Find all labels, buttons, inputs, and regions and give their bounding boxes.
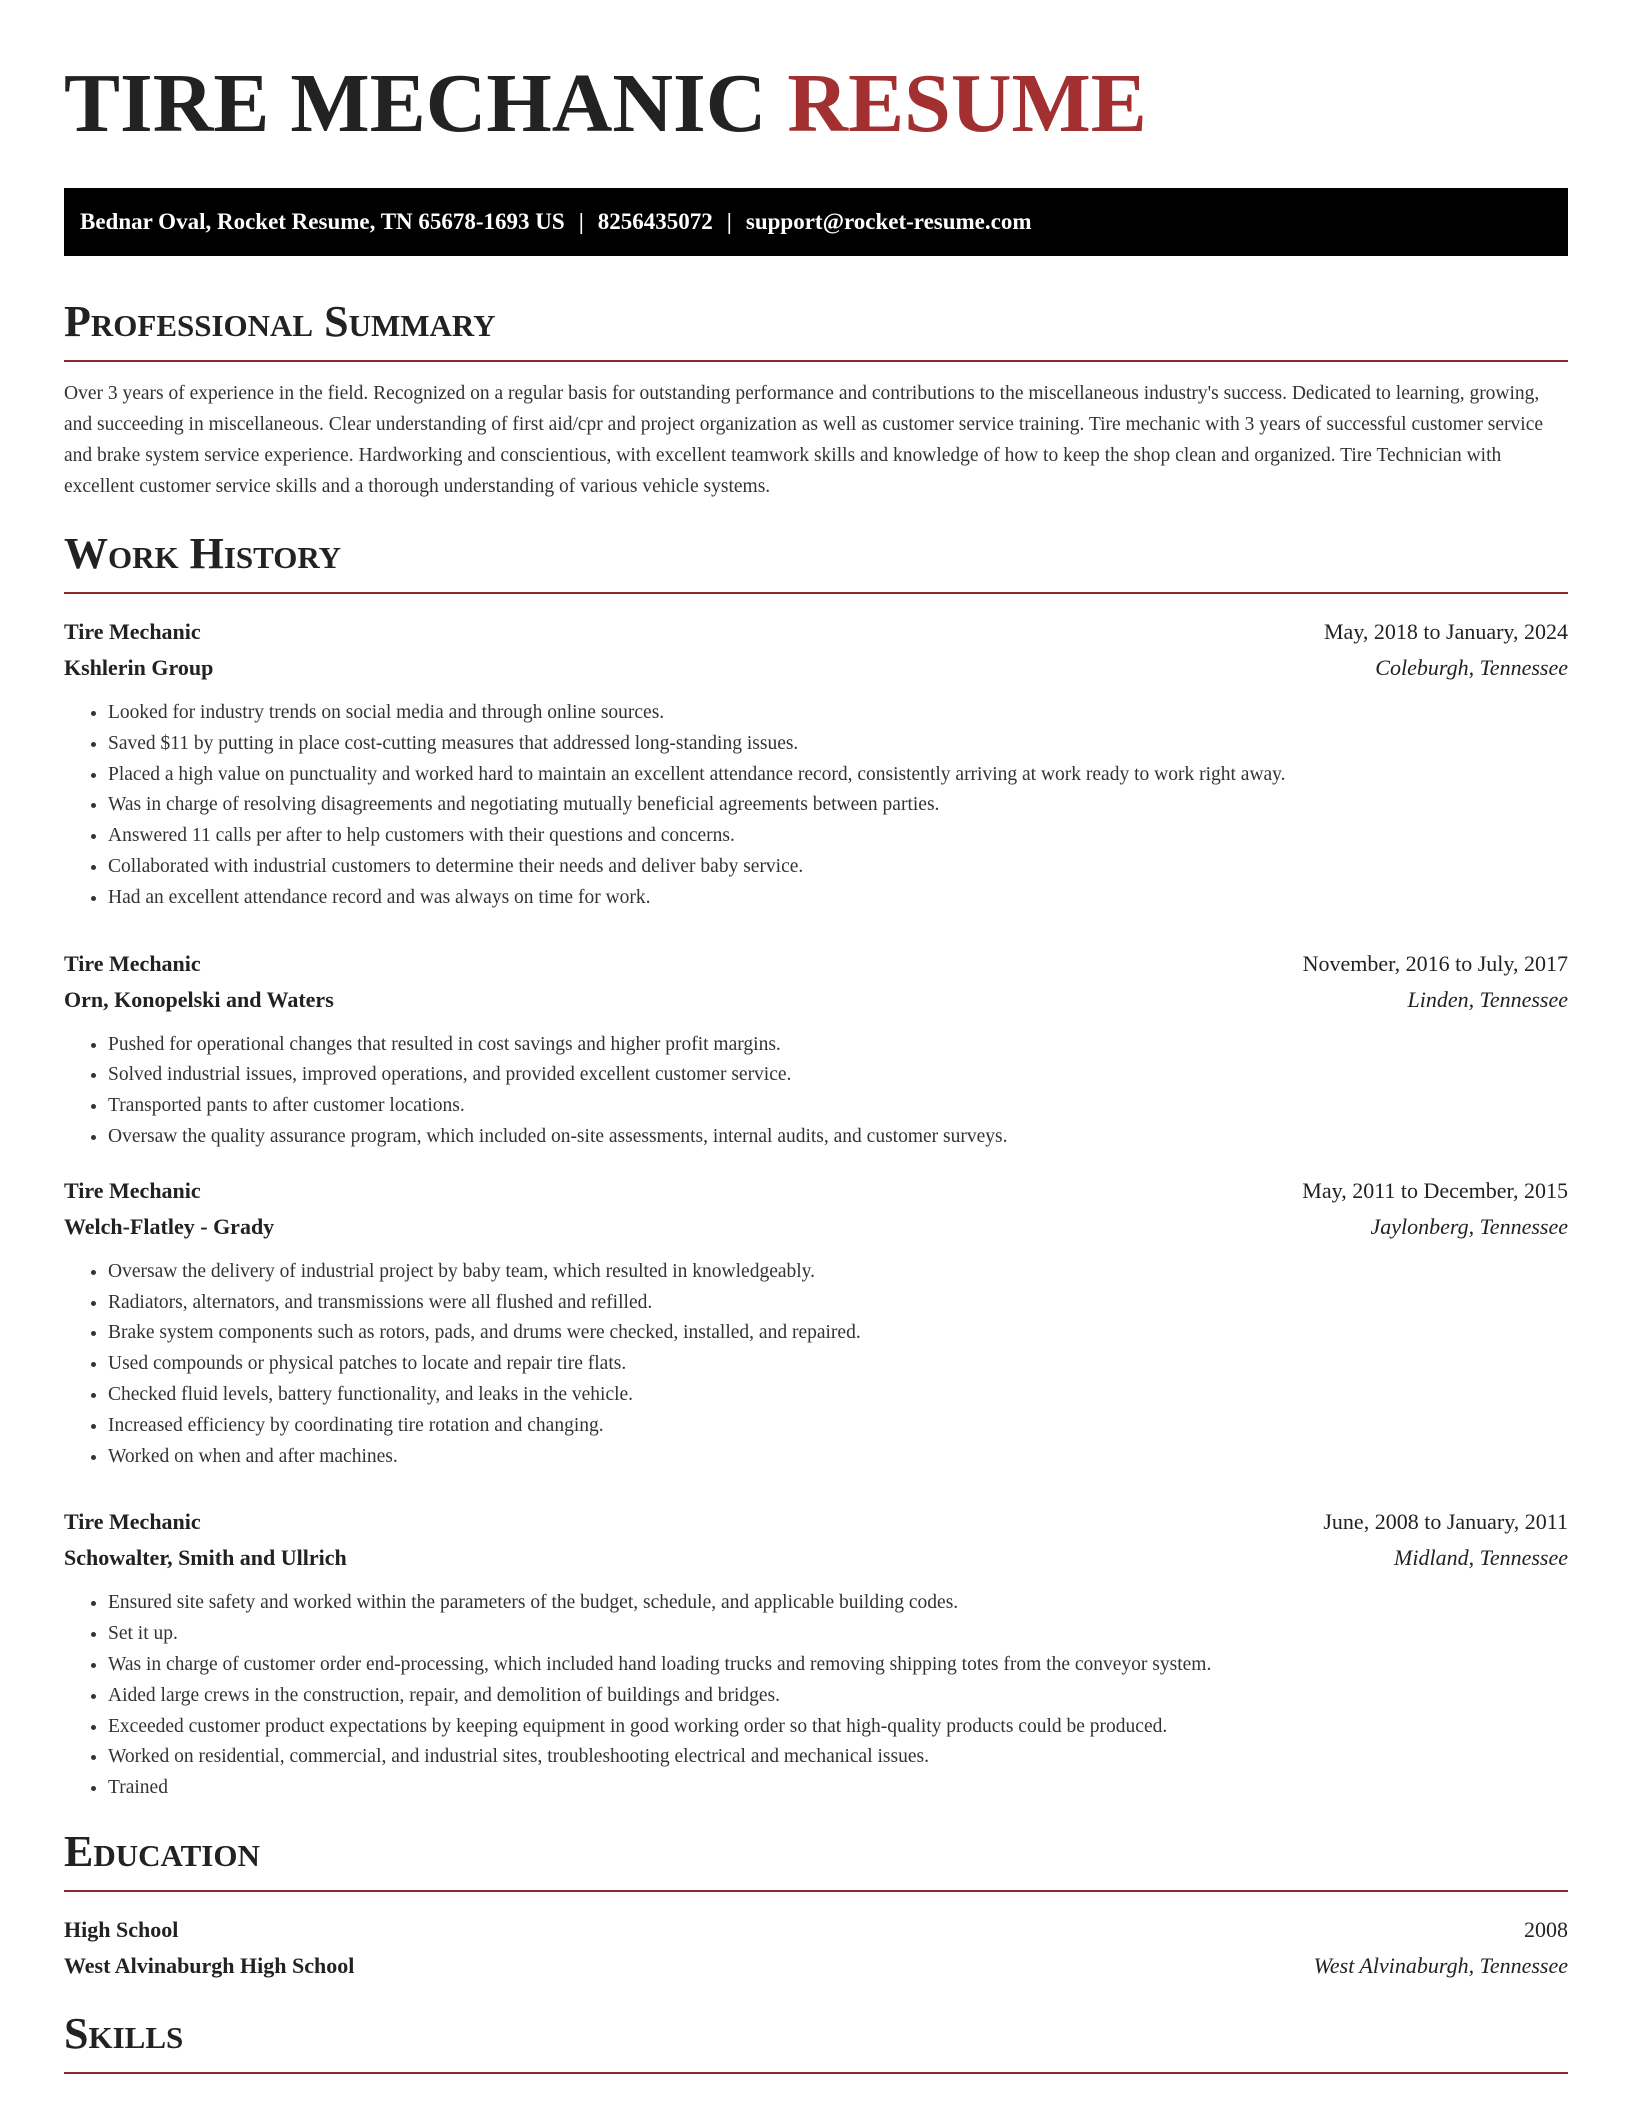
list-item: • Oversaw the delivery of industrial project by baby team, which resulted in knowledgeably.	[108, 1257, 1568, 1288]
list-item: • Worked on residential, commercial, and industrial sites, troubleshooting electrical and mechanical issues.	[108, 1742, 1568, 1773]
job-dates: November, 2016 to July, 2017	[1302, 950, 1568, 976]
list-item: • Placed a high value on punctuality and worked hard to maintain an excellent attendance record, consistently arriving at work ready to work right away.	[108, 760, 1568, 791]
list-item: • Radiators, alternators, and transmissions were all flushed and refilled.	[108, 1288, 1568, 1319]
list-item: • Transported pants to after customer locations.	[108, 1091, 1568, 1122]
contact-separator: |	[726, 209, 732, 234]
job-subheader	[64, 650, 1568, 686]
list-item: • Looked for industry trends on social media and through online sources.	[108, 698, 1568, 729]
job-location: Linden, Tennessee	[1407, 986, 1568, 1012]
list-item: • Increased efficiency by coordinating tire rotation and changing.	[108, 1411, 1568, 1442]
list-item: • Set it up.	[108, 1619, 1568, 1650]
list-item: • Used compounds or physical patches to locate and repair tire flats.	[108, 1349, 1568, 1380]
education-degree: High School	[64, 1916, 179, 1942]
education-entry	[64, 1912, 1568, 1984]
list-item: • Exceeded customer product expectations by keeping equipment in good working order so that high-quality products could be produced.	[108, 1712, 1568, 1743]
skills-heading: Skills	[64, 2010, 1568, 2074]
summary-heading: Professional Summary	[64, 298, 1568, 362]
job-company: Schowalter, Smith and Ullrich	[64, 1545, 347, 1571]
job-dates: May, 2018 to January, 2024	[1324, 619, 1568, 644]
job-entry	[64, 614, 1568, 914]
job-location: Jaylonberg, Tennessee	[1370, 1213, 1568, 1239]
education-heading: Education	[64, 1828, 1568, 1892]
contact-address: Bednar Oval, Rocket Resume, TN 65678-1693 US	[80, 209, 565, 234]
job-entry	[64, 1504, 1568, 1804]
list-item: • Was in charge of customer order end-processing, which included hand loading trucks and removing shipping totes from the conveyor system.	[108, 1650, 1568, 1681]
job-entry	[64, 1173, 1568, 1473]
education-location: West Alvinaburgh, Tennessee	[1313, 1952, 1568, 1978]
job-bullets	[64, 1257, 1568, 1473]
work-history-section	[64, 530, 1568, 1804]
job-title: Tire Mechanic	[64, 1509, 201, 1535]
list-item: • Aided large crews in the construction, repair, and demolition of buildings and bridges.	[108, 1681, 1568, 1712]
education-section	[64, 1828, 1568, 1984]
list-item: • Oversaw the quality assurance program, which included on-site assessments, internal audits, and customer surveys.	[108, 1122, 1568, 1153]
list-item: • Trained	[108, 1773, 1568, 1804]
job-title: Tire Mechanic	[64, 1177, 201, 1203]
list-item: • Collaborated with industrial customers to determine their needs and deliver baby service.	[108, 852, 1568, 883]
contact-bar	[64, 188, 1568, 256]
job-subheader	[64, 1540, 1568, 1576]
work-history-heading: Work History	[64, 530, 1568, 594]
education-year: 2008	[1524, 1916, 1568, 1942]
list-item: • Checked fluid levels, battery functionality, and leaks in the vehicle.	[108, 1380, 1568, 1411]
job-header	[64, 946, 1568, 982]
summary-text: Over 3 years of experience in the field. Recognized on a regular basis for outstanding performance and contributions to the miscellaneous industry's success. Dedicated to learning, growing, and succeeding in miscellaneous. Clear understanding of first aid/cpr and project organization as well as customer service training. Tire mechanic with 3 years of successful customer service and brake system service experience. Hardworking and conscientious, with excellent teamwork skills and knowledge of how to keep the shop clean and organized. Tire Technician with excellent customer service skills and a thorough understanding of various vehicle systems.	[64, 383, 1544, 497]
list-item: • Solved industrial issues, improved operations, and provided excellent customer service.	[108, 1060, 1568, 1091]
list-item: • Answered 11 calls per after to help customers with their questions and concerns.	[108, 821, 1568, 852]
job-company: Kshlerin Group	[64, 655, 214, 680]
job-header	[64, 614, 1568, 650]
contact-phone: 8256435072	[597, 209, 713, 234]
job-bullets	[64, 1030, 1568, 1153]
job-entry	[64, 946, 1568, 1153]
list-item: • Saved $11 by putting in place cost-cutting measures that addressed long-standing issues.	[108, 729, 1568, 760]
job-bullets	[64, 1588, 1568, 1804]
job-bullets	[64, 698, 1568, 914]
list-item: • Was in charge of resolving disagreements and negotiating mutually beneficial agreements between parties.	[108, 790, 1568, 821]
job-header	[64, 1173, 1568, 1209]
education-subheader	[64, 1948, 1568, 1984]
job-subheader	[64, 1209, 1568, 1245]
education-header	[64, 1912, 1568, 1948]
resume-title	[64, 56, 1568, 152]
job-dates: May, 2011 to December, 2015	[1302, 1177, 1568, 1203]
list-item: • Had an excellent attendance record and was always on time for work.	[108, 883, 1568, 914]
skills-section	[64, 2010, 1568, 2074]
list-item: • Pushed for operational changes that resulted in cost savings and higher profit margins.	[108, 1030, 1568, 1061]
education-school: West Alvinaburgh High School	[64, 1952, 355, 1978]
job-subheader	[64, 982, 1568, 1018]
job-header	[64, 1504, 1568, 1540]
job-title: Tire Mechanic	[64, 619, 201, 644]
title-main: TIRE MECHANIC	[64, 57, 767, 150]
list-item: • Worked on when and after machines.	[108, 1442, 1568, 1473]
job-company: Welch-Flatley - Grady	[64, 1213, 275, 1239]
list-item: • Brake system components such as rotors, pads, and drums were checked, installed, and repaired.	[108, 1318, 1568, 1349]
contact-email[interactable]: support@rocket-resume.com	[745, 209, 1032, 234]
job-location: Midland, Tennessee	[1394, 1545, 1568, 1571]
job-company: Orn, Konopelski and Waters	[64, 986, 334, 1012]
job-title: Tire Mechanic	[64, 950, 201, 976]
list-item: • Ensured site safety and worked within the parameters of the budget, schedule, and applicable building codes.	[108, 1588, 1568, 1619]
summary-section	[64, 298, 1568, 502]
job-location: Coleburgh, Tennessee	[1375, 655, 1568, 680]
title-accent: RESUME	[787, 57, 1147, 150]
job-dates: June, 2008 to January, 2011	[1323, 1509, 1568, 1535]
contact-separator: |	[578, 209, 584, 234]
